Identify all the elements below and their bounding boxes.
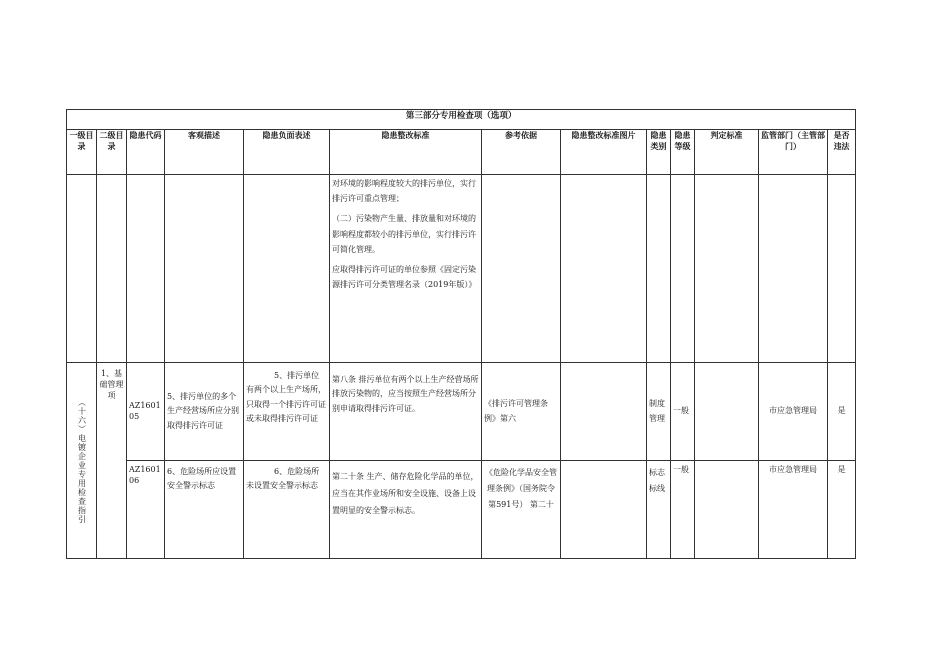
header-negative: 隐患负面表述 bbox=[244, 130, 330, 175]
table-row bbox=[67, 461, 856, 559]
row-negative: 6、危险场所未设置安全警示标志 bbox=[244, 461, 330, 559]
continuation-row bbox=[67, 175, 856, 363]
row-criteria bbox=[695, 461, 759, 559]
header-criteria: 判定标准 bbox=[695, 130, 759, 175]
header-standard: 隐患整改标准 bbox=[330, 130, 482, 175]
header-illegal: 是否违法 bbox=[828, 130, 856, 175]
table-row bbox=[67, 363, 856, 461]
row-category: 标志标线 bbox=[647, 461, 671, 559]
header-objective: 客观描述 bbox=[165, 130, 244, 175]
table-title: 第三部分专用检查项（选项） bbox=[67, 110, 856, 130]
standard-line: （二）污染物产生量、排放量和对环境的影响程度都较小的排污单位，实行排污许可简化管理。 bbox=[332, 214, 476, 254]
row-standard: 第八条 排污单位有两个以上生产经营场所排放污染物的，应当按照生产经营场所分别申请取得排污许可证。 bbox=[330, 363, 482, 461]
header-code: 隐患代码 bbox=[127, 130, 165, 175]
header-row bbox=[67, 130, 856, 175]
section-level1-cell bbox=[67, 363, 97, 559]
row-category: 制度管理 bbox=[647, 363, 671, 461]
header-picture: 隐患整改标准图片 bbox=[561, 130, 647, 175]
row-objective: 6、危险场所应设置安全警示标志 bbox=[165, 461, 244, 559]
header-department: 监管部门（主管部门） bbox=[759, 130, 828, 175]
row-grade: 一般 bbox=[671, 461, 695, 559]
header-grade: 隐患等级 bbox=[671, 130, 695, 175]
row-reference: 《危险化学品安全管理条例》（国务院令第591号） 第二十 bbox=[482, 461, 561, 559]
row-department: 市应急管理局 bbox=[759, 461, 828, 559]
row-picture bbox=[561, 461, 647, 559]
row-illegal: 是 bbox=[828, 461, 856, 559]
section-level2: 1、基础管理项 bbox=[97, 363, 127, 559]
row-code: AZ160106 bbox=[127, 461, 165, 559]
row-criteria bbox=[695, 363, 759, 461]
row-illegal: 是 bbox=[828, 363, 856, 461]
row-reference: 《排污许可管理条例》第六 bbox=[482, 363, 561, 461]
section-level1: （十六）电镀企业专用检查指引 bbox=[77, 397, 87, 524]
continuation-standard bbox=[330, 175, 482, 363]
row-objective: 5、排污单位的多个生产经营场所应分别取得排污许可证 bbox=[165, 363, 244, 461]
row-code: AZ160105 bbox=[127, 363, 165, 461]
header-category: 隐患类别 bbox=[647, 130, 671, 175]
row-negative: 5、排污单位有两个以上生产场所，只取得一个排污许可证或未取得排污许可证 bbox=[244, 363, 330, 461]
inspection-table bbox=[66, 109, 856, 559]
standard-line: 应取得排污许可证的单位参照《固定污染源排污许可分类管理名录（2019年版）》 bbox=[332, 264, 477, 290]
standard-line: 对环境的影响程度较大的排污单位，实行排污许可重点管理； bbox=[332, 179, 476, 204]
header-reference: 参考依据 bbox=[482, 130, 561, 175]
row-picture bbox=[561, 363, 647, 461]
row-grade: 一般 bbox=[671, 363, 695, 461]
row-standard: 第二十条 生产、储存危险化学品的单位，应当在其作业场所和安全设施、设备上设置明显的安全警示标志。 bbox=[330, 461, 482, 559]
row-department: 市应急管理局 bbox=[759, 363, 828, 461]
header-level2: 二级目录 bbox=[97, 130, 127, 175]
header-level1: 一级目录 bbox=[67, 130, 97, 175]
